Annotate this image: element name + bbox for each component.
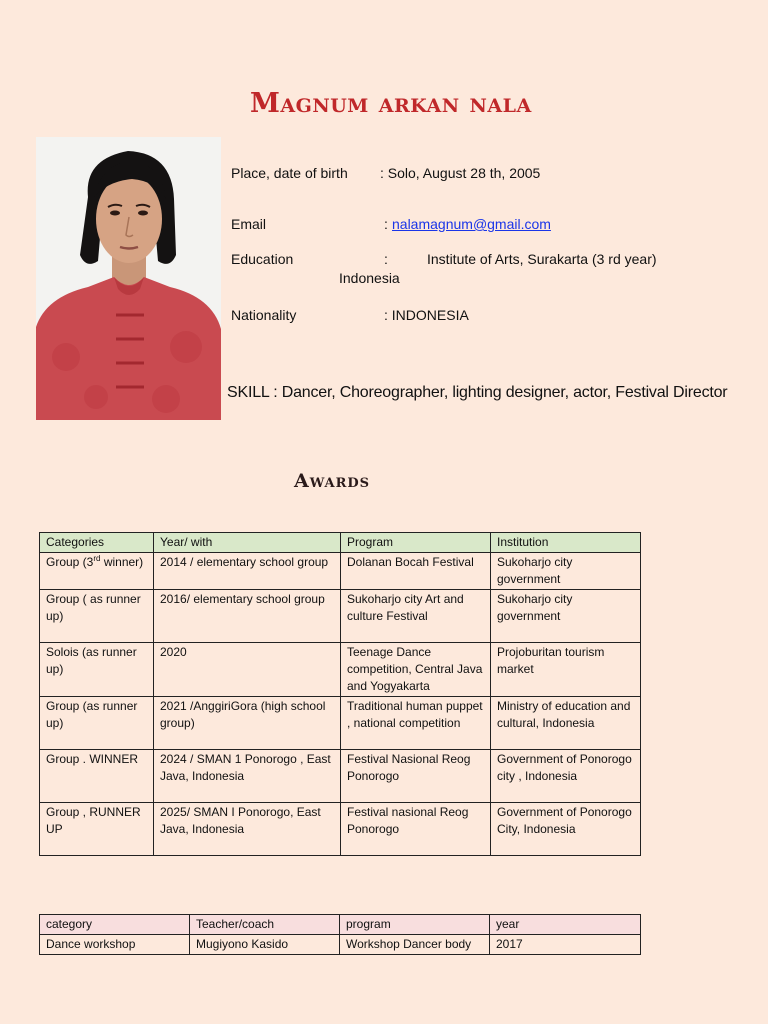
workshop-table — [39, 914, 641, 955]
award-year: 2024 / SMAN 1 Ponorogo , East Java, Indonesia — [154, 750, 341, 803]
awards-table — [39, 532, 641, 856]
nationality-label: Nationality — [231, 307, 297, 323]
skill-line: SKILL : Dancer, Choreographer, lighting designer, actor, Festival Director — [227, 384, 728, 401]
workshop-col-category: category — [40, 915, 190, 935]
awards-col-program: Program — [341, 533, 491, 553]
award-category: Group (3rd winner) — [40, 553, 154, 590]
education-colon: : — [384, 251, 388, 267]
award-institution: Sukoharjo city government — [491, 590, 641, 643]
award-program: Traditional human puppet , national competition — [341, 697, 491, 750]
workshop-program: Workshop Dancer body — [340, 935, 490, 955]
table-row — [40, 697, 641, 750]
birth-label: Place, date of birth — [231, 165, 348, 181]
award-year: 2014 / elementary school group — [154, 553, 341, 590]
award-category: Group , RUNNER UP — [40, 803, 154, 856]
award-institution: Projoburitan tourism market — [491, 643, 641, 697]
awards-heading: Awards — [294, 470, 371, 492]
education-country: Indonesia — [339, 270, 400, 286]
workshop-teacher: Mugiyono Kasido — [190, 935, 340, 955]
table-row — [40, 803, 641, 856]
table-row — [40, 935, 641, 955]
email-label: Email — [231, 216, 267, 232]
workshop-col-year: year — [490, 915, 641, 935]
birth-value: : Solo, August 28 th, 2005 — [380, 165, 541, 181]
email-colon: : — [384, 216, 388, 232]
table-row — [40, 750, 641, 803]
table-row — [40, 590, 641, 643]
awards-header-row — [40, 533, 641, 553]
award-year: 2020 — [154, 643, 341, 697]
awards-col-categories: Categories — [40, 533, 154, 553]
award-program: Sukoharjo city Art and culture Festival — [341, 590, 491, 643]
workshop-col-teacher: Teacher/coach — [190, 915, 340, 935]
award-program: Dolanan Bocah Festival — [341, 553, 491, 590]
education-label: Education — [231, 251, 294, 267]
award-year: 2025/ SMAN I Ponorogo, East Java, Indonesia — [154, 803, 341, 856]
cv-name-title: Magnum arkan nala — [250, 88, 532, 119]
award-institution: Government of Ponorogo city , Indonesia — [491, 750, 641, 803]
awards-col-year: Year/ with — [154, 533, 341, 553]
award-year: 2021 /AnggiriGora (high school group) — [154, 697, 341, 750]
table-row — [40, 643, 641, 697]
award-program: Festival Nasional Reog Ponorogo — [341, 750, 491, 803]
award-program: Festival nasional Reog Ponorogo — [341, 803, 491, 856]
award-program: Teenage Dance competition, Central Java and Yogyakarta — [341, 643, 491, 697]
profile-photo — [36, 137, 221, 420]
workshop-category: Dance workshop — [40, 935, 190, 955]
award-institution: Sukoharjo city government — [491, 553, 641, 590]
award-institution: Ministry of education and cultural, Indonesia — [491, 697, 641, 750]
workshop-year: 2017 — [490, 935, 641, 955]
award-category: Group ( as runner up) — [40, 590, 154, 643]
award-category: Group (as runner up) — [40, 697, 154, 750]
awards-col-institution: Institution — [491, 533, 641, 553]
workshop-col-program: program — [340, 915, 490, 935]
table-row — [40, 553, 641, 590]
award-category: Group . WINNER — [40, 750, 154, 803]
award-category: Solois (as runner up) — [40, 643, 154, 697]
workshop-header-row — [40, 915, 641, 935]
award-institution: Government of Ponorogo City, Indonesia — [491, 803, 641, 856]
award-year: 2016/ elementary school group — [154, 590, 341, 643]
education-value: Institute of Arts, Surakarta (3 rd year) — [427, 251, 657, 267]
nationality-value: : INDONESIA — [384, 307, 469, 323]
email-link[interactable]: nalamagnum@gmail.com — [392, 216, 551, 232]
